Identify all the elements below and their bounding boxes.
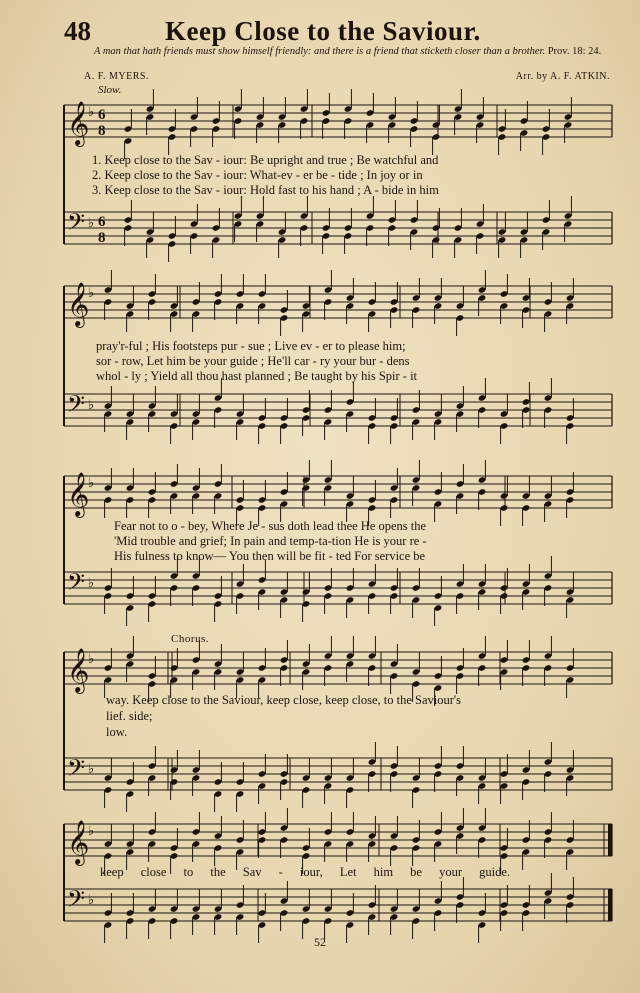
lyric-line: 3. Keep close to the Sav - iour: Hold fast to his hand ; A - bide in him [92,183,439,197]
treble-clef: 𝄞 [67,648,90,692]
flat-sign: ♭ [88,286,95,301]
final-bar-thick [608,824,612,856]
flat-sign: ♭ [88,576,95,591]
chorus-label: Chorus. [171,633,210,645]
treble-clef: 𝄞 [67,820,90,864]
treble-clef: 𝄞 [67,101,90,145]
lyric-line: pray'r-ful ; His footsteps pur - sue ; Live ev - er to please him; [96,339,406,353]
flat-sign: ♭ [88,762,95,777]
time-signature-bottom: 8 [98,123,106,139]
epigraph-reference: Prov. 18: 24. [547,46,602,57]
time-signature-bottom: 8 [98,230,106,246]
flat-sign: ♭ [88,216,95,231]
epigraph-text: A man that hath friends must show himself friendly: and there is a friend that sticketh closer than a brother. [94,46,546,57]
lyric-line: low. [106,725,128,739]
lyric-line: lief. side; [106,709,153,723]
lyric-line: 1. Keep close to the Sav - iour: Be upright and true ; Be watchful and [92,153,439,167]
hymn-number: 48 [64,16,91,46]
bass-clef: 𝄢 [67,754,86,787]
treble-clef: 𝄞 [67,472,90,516]
time-signature-top: 6 [98,214,106,230]
flat-sign: ♭ [88,824,95,839]
bass-clef: 𝄢 [67,885,86,918]
lyric-line: His fulness to know— You then will be fit - ted For service be [114,549,426,563]
flat-sign: ♭ [88,398,95,413]
flat-sign: ♭ [88,652,95,667]
hymn-title: Keep Close to the Saviour. [165,16,481,46]
flat-sign: ♭ [88,893,95,908]
lyric-line: keep close to the Sav - iour, Let him be your guide. [100,865,511,879]
lyric-line: way. Keep close to the Saviour, keep close, keep close, to the Saviour's [106,693,462,707]
lyric-line: Fear not to o - bey, Where Je - sus doth lead thee He opens the [114,519,427,533]
lyric-line: 'Mid trouble and grief; In pain and temp-ta-tion He is your re - [114,534,427,548]
bass-clef: 𝄢 [67,390,86,423]
final-bar-thick [608,889,612,921]
lyric-line: 2. Keep close to the Sav - iour: What-ev - er be - tide ; In joy or in [92,168,423,182]
time-signature-top: 6 [98,107,106,123]
bass-clef: 𝄢 [67,208,86,241]
page-number: 52 [314,935,326,949]
flat-sign: ♭ [88,476,95,491]
lyric-line: sor - row, Let him be your guide ; He'll car - ry your bur - dens [96,354,410,368]
bass-clef: 𝄢 [67,568,86,601]
tempo-marking: Slow. [98,84,122,96]
composer-credit: A. F. MYERS. [84,71,149,82]
treble-clef: 𝄞 [67,282,90,326]
lyric-line: whol - ly ; Yield all thou hast planned ; Be taught by his Spir - it [96,369,418,383]
arranger-credit: Arr. by A. F. ATKIN. [515,71,610,82]
flat-sign: ♭ [88,105,95,120]
